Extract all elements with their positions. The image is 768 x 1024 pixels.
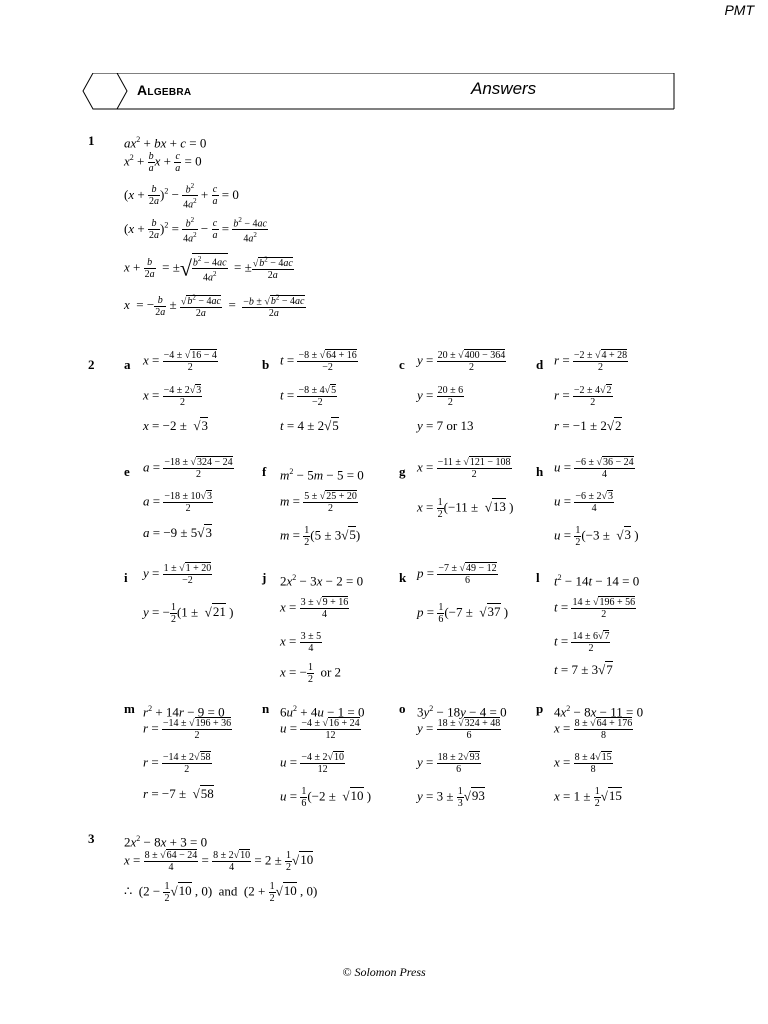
q2d-line-3: r = −1 ± 2√2: [554, 418, 622, 433]
q2-part-label: g: [399, 464, 406, 479]
q2c-line-1: y = $\frac{20 \pm √400 - 364}{2}$: [417, 350, 506, 373]
corner-label: PMT: [724, 2, 754, 18]
q2g-line-2: x = $\frac{1}{2}$ (−11 ± √13 ): [417, 497, 514, 520]
q2h-line-2: u = $\frac{-6 \pm 2√3}{4}$: [554, 491, 613, 514]
q2m-line-2: r = $\frac{-14 \pm √196 + 36}{2}$: [143, 718, 232, 741]
q1-line: $ax^2$ + bx + c = 0: [124, 135, 207, 151]
q2c-line-2: y = $\frac{20 \pm 6}{2}$: [417, 385, 464, 408]
q2-part-label: n: [262, 701, 270, 716]
q2n-line-3: u = $\frac{-4 \pm 2√10}{12}$: [280, 752, 344, 775]
q2-part-label: j: [262, 570, 267, 585]
question-2-number: 2: [88, 357, 95, 372]
q2a-line-3: x = −2 ± √3: [143, 418, 208, 433]
q2m-line-4: r = −7 ± √58: [143, 786, 214, 801]
q1-line: $x^2$ + $\frac{b}{a}$ x + $\frac{c}{a}$ = 0: [124, 150, 202, 174]
q2o-line-4: y = 3 ± $\frac{1}{3}$ √93: [417, 786, 485, 809]
q2-part-label: b: [262, 357, 270, 372]
q2-part-label: h: [536, 464, 544, 479]
q2b-line-3: t = 4 ± 2√5: [280, 418, 339, 433]
q2i-line-1: y = $\frac{1 \pm √1 + 20}{-2}$: [143, 563, 212, 586]
q2f-line-1: $m^2 - 5m - 5 = 0$: [280, 467, 364, 483]
q2b-line-2: t = $\frac{-8 \pm 4√5}{-2}$: [280, 385, 337, 408]
q2-part-label: f: [262, 464, 267, 479]
q2j-line-4: x = − $\frac{1}{2}$ or 2: [280, 662, 342, 685]
q2l-line-1: $t^2 - 14t - 14 = 0$: [554, 573, 640, 589]
q2l-line-2: t = $\frac{14 \pm √196 + 56}{2}$: [554, 597, 636, 620]
q2p-line-4: x = 1 ± $\frac{1}{2}$ √15: [554, 786, 622, 809]
q3-line: x = $\frac{8 \pm √64 - 24}{4}$ = $\frac{8 \pm 2√10}{4}$ = 2 ± $\frac{1}{2}$ √10: [124, 850, 314, 873]
question-3-number: 3: [88, 831, 95, 846]
q2e-line-3: a = −9 ± 5√3: [143, 525, 212, 540]
q2o-line-3: y = $\frac{18 \pm 2√93}{6}$: [417, 752, 480, 775]
q2-part-label: e: [124, 464, 130, 479]
q2b-line-1: t = $\frac{-8 \pm √64 + 16}{-2}$: [280, 350, 357, 373]
q3-line: $2x^2 - 8x + 3 = 0$: [124, 834, 208, 850]
q1-line: x = − $\frac{b}{2a}$ ± $\frac{√b^2 - 4ac}{2a}$ = $\frac{-b \pm √b^2 - 4ac}{2a}$: [124, 294, 305, 320]
question-1-number: 1: [88, 133, 95, 148]
q2o-line-2: y = $\frac{18 \pm √324 + 48}{6}$: [417, 718, 501, 741]
q2n-line-4: u = $\frac{1}{6}$ (−2 ± √10 ): [280, 786, 372, 809]
q2f-line-2: m = $\frac{5 \pm √25 + 20}{2}$: [280, 491, 357, 514]
q2a-line-2: x = $\frac{-4 \pm 2√3}{2}$: [143, 385, 202, 408]
q2a-line-1: x = $\frac{-4 \pm √16 - 4}{2}$: [143, 350, 217, 373]
q2p-line-3: x = $\frac{8 \pm 4√15}{8}$: [554, 752, 612, 775]
q2m-line-1: $r^2 + 14r - 9 = 0$: [143, 704, 225, 720]
q2-part-label: k: [399, 570, 407, 585]
q2-part-label: a: [124, 357, 131, 372]
header-title: Algebra: [137, 82, 192, 98]
q2n-line-1: $6u^2 + 4u - 1 = 0$: [280, 704, 365, 720]
q2f-line-3: m = $\frac{1}{2}$ (5 ± 3√5): [280, 525, 361, 548]
q2p-line-1: $4x^2 - 8x - 11 = 0$: [554, 704, 644, 720]
q2k-line-2: p = $\frac{1}{6}$ (−7 ± √37 ): [417, 602, 509, 625]
q2e-line-1: a = $\frac{-18 \pm √324 - 24}{2}$: [143, 457, 233, 480]
q2c-line-3: y = 7 or 13: [417, 418, 474, 433]
q2-part-label: d: [536, 357, 544, 372]
q2k-line-1: p = $\frac{-7 \pm √49 - 12}{6}$: [417, 563, 497, 586]
q2n-line-2: u = $\frac{-4 \pm √16 + 24}{12}$: [280, 718, 360, 741]
section-header: [77, 73, 675, 110]
q3-line: ∴ (2 − $\frac{1}{2}$ √10 , 0) and (2 + $\frac{1}{2}$ √10 , 0): [124, 881, 318, 904]
q2-part-label: l: [536, 570, 540, 585]
q2o-line-1: $3y^2 - 18y - 4 = 0$: [417, 704, 507, 720]
q2l-line-3: t = $\frac{14 \pm 6√7}{2}$: [554, 631, 610, 654]
q2h-line-3: u = $\frac{1}{2}$ (−3 ± √3 ): [554, 525, 639, 548]
q2-part-label: c: [399, 357, 405, 372]
q2p-line-2: x = $\frac{8 \pm √64 + 176}{8}$: [554, 718, 633, 741]
footer-copyright: © Solomon Press: [342, 965, 426, 979]
q2-part-label: p: [536, 701, 544, 716]
q2-part-label: i: [124, 570, 128, 585]
q1-line: (x + $\frac{b}{2a}$ )$^2$ = $\frac{b^2}{4a^2}$ − $\frac{c}{a}$ = $\frac{b^2 - 4ac}{4a^2}$: [124, 216, 267, 245]
q2d-line-2: r = $\frac{-2 \pm 4√2}{2}$: [554, 385, 612, 408]
q2h-line-1: u = $\frac{-6 \pm √36 - 24}{4}$: [554, 457, 634, 480]
q2j-line-2: x = $\frac{3 \pm √9 + 16}{4}$: [280, 597, 349, 620]
q2j-line-3: x = $\frac{3 \pm 5}{4}$: [280, 631, 322, 654]
q1-line: (x + $\frac{b}{2a}$ )$^2$ − $\frac{b^2}{4a^2}$ + $\frac{c}{a}$ = 0: [124, 182, 239, 211]
header-answers: Answers: [471, 79, 537, 98]
q2j-line-1: $2x^2 - 3x - 2 = 0$: [280, 573, 364, 589]
q2-part-label: o: [399, 701, 406, 716]
q2i-line-2: y = − $\frac{1}{2}$ (1 ± √21 ): [143, 602, 234, 625]
q2m-line-3: r = $\frac{-14 \pm 2√58}{2}$: [143, 752, 211, 775]
q2g-line-1: x = $\frac{-11 \pm √121 - 108}{2}$: [417, 457, 511, 480]
q2d-line-1: r = $\frac{-2 \pm √4 + 28}{2}$: [554, 350, 628, 373]
q1-line: x + $\frac{b}{2a}$ = ±√ $\frac{b^2 - 4ac}{4a^2}$ = ± $\frac{√b^2 - 4ac}{2a}$: [124, 255, 293, 284]
q2e-line-2: a = $\frac{-18 \pm 10√3}{2}$: [143, 491, 212, 514]
q2l-line-4: t = 7 ± 3√7: [554, 662, 613, 677]
q2-part-label: m: [124, 701, 135, 716]
